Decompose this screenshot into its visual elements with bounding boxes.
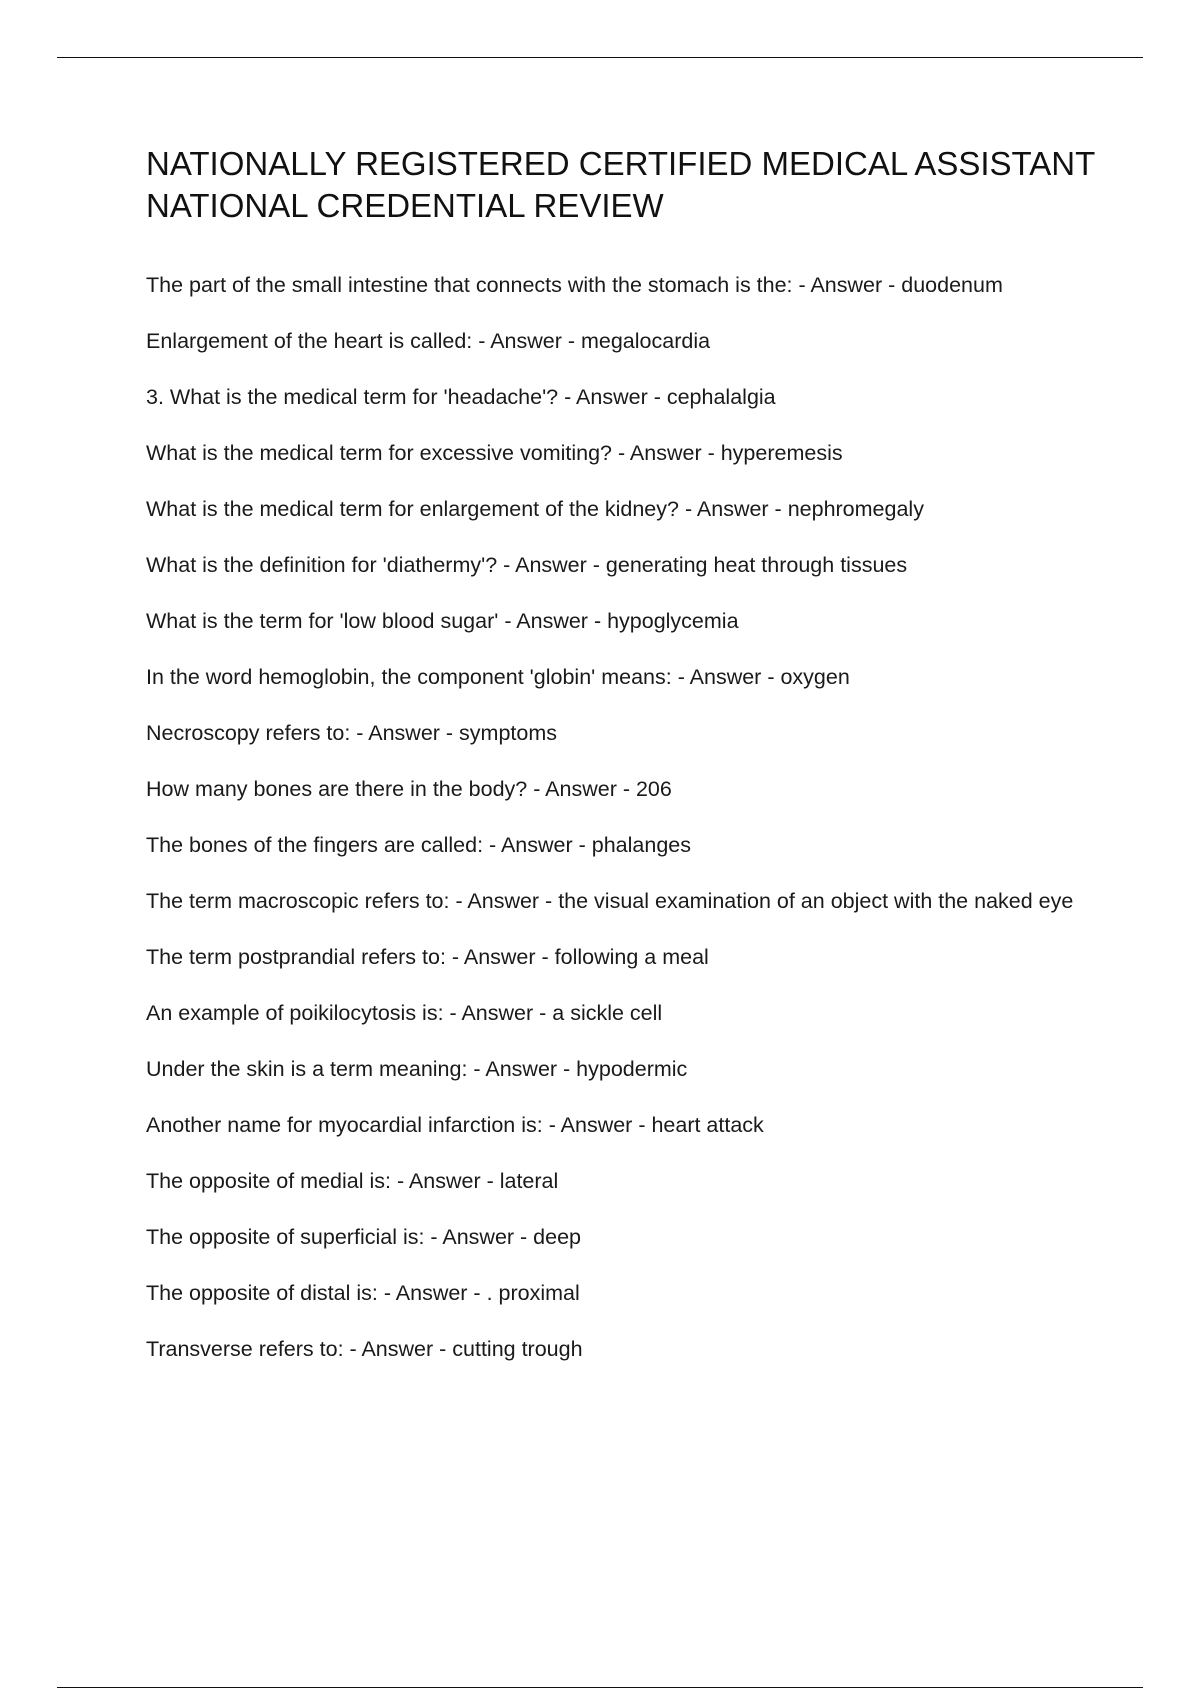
qa-item: Another name for myocardial infarction is: - Answer - heart attack bbox=[146, 1113, 764, 1137]
qa-item: How many bones are there in the body? - Answer - 206 bbox=[146, 777, 672, 801]
qa-item: The opposite of superficial is: - Answer - deep bbox=[146, 1225, 581, 1249]
qa-item: The term postprandial refers to: - Answer - following a meal bbox=[146, 945, 709, 969]
qa-item: Necroscopy refers to: - Answer - symptoms bbox=[146, 721, 557, 745]
qa-item: The opposite of medial is: - Answer - lateral bbox=[146, 1169, 559, 1193]
qa-list bbox=[146, 271, 1086, 1391]
qa-item: What is the medical term for excessive vomiting? - Answer - hyperemesis bbox=[146, 441, 843, 465]
qa-item: The opposite of distal is: - Answer - . proximal bbox=[146, 1281, 580, 1305]
page-title: NATIONALLY REGISTERED CERTIFIED MEDICAL ASSISTANT NATIONAL CREDENTIAL REVIEW bbox=[146, 145, 1095, 224]
qa-item: The part of the small intestine that connects with the stomach is the: - Answer - duodenum bbox=[146, 273, 1003, 297]
top-rule bbox=[57, 57, 1143, 58]
qa-item: What is the term for 'low blood sugar' - Answer - hypoglycemia bbox=[146, 609, 739, 633]
qa-item: The term macroscopic refers to: - Answer - the visual examination of an object with the naked eye bbox=[146, 889, 1074, 913]
qa-item: Under the skin is a term meaning: - Answer - hypodermic bbox=[146, 1057, 688, 1081]
qa-item: The bones of the fingers are called: - Answer - phalanges bbox=[146, 833, 691, 857]
qa-item: 3. What is the medical term for 'headache'? - Answer - cephalalgia bbox=[146, 385, 776, 409]
qa-item: An example of poikilocytosis is: - Answer - a sickle cell bbox=[146, 1001, 663, 1025]
bottom-rule bbox=[57, 1687, 1143, 1688]
qa-item: Enlargement of the heart is called: - Answer - megalocardia bbox=[146, 329, 711, 353]
qa-item: What is the medical term for enlargement of the kidney? - Answer - nephromegaly bbox=[146, 497, 924, 521]
qa-item: In the word hemoglobin, the component 'globin' means: - Answer - oxygen bbox=[146, 665, 850, 689]
qa-item: What is the definition for 'diathermy'? - Answer - generating heat through tissues bbox=[146, 553, 908, 577]
qa-item: Transverse refers to: - Answer - cutting trough bbox=[146, 1337, 583, 1361]
